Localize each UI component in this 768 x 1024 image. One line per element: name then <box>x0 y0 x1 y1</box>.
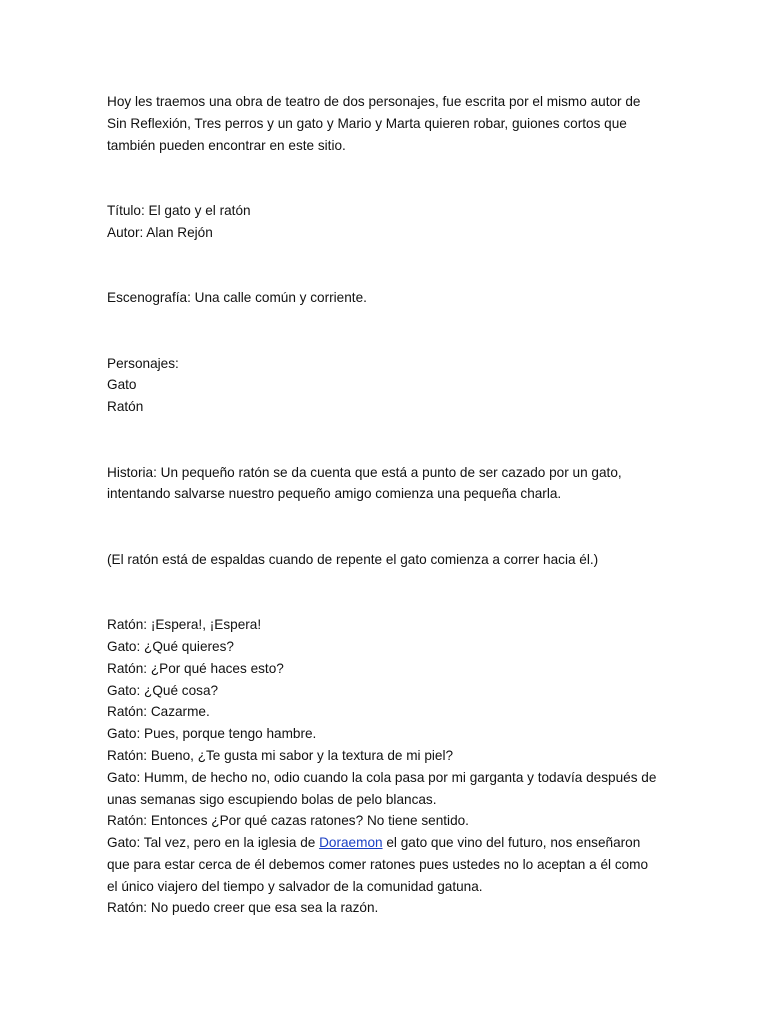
characters-section <box>107 353 667 418</box>
play-metadata <box>107 200 667 244</box>
dialogue-line: que para estar cerca de él debemos comer ratones pues ustedes no lo aceptan a él como <box>107 856 649 872</box>
dialogue-line: Ratón: ¡Espera!, ¡Espera! <box>107 617 262 633</box>
dialogue-line: Ratón: Bueno, ¿Te gusta mi sabor y la textura de mi piel? <box>107 747 454 763</box>
story-paragraph <box>107 462 667 506</box>
intro-line: Hoy les traemos una obra de teatro de dos personajes, fue escrita por el mismo autor de <box>107 94 641 109</box>
dialogue-line: Ratón: Cazarme. <box>107 704 210 720</box>
scenography-paragraph <box>107 287 667 309</box>
paragraph-gap <box>107 244 667 288</box>
intro-paragraph <box>107 91 667 156</box>
dialogue-line: unas semanas sigo escupiendo bolas de pelo blancas. <box>107 791 437 807</box>
scenography-line: Escenografía: Una calle común y corriente. <box>107 290 367 306</box>
paragraph-gap <box>107 156 667 200</box>
doraemon-link[interactable]: Doraemon <box>319 835 383 851</box>
link-line-after: el gato que vino del futuro, nos enseñaron <box>382 835 641 851</box>
story-line: intentando salvarse nuestro pequeño amigo comienza una pequeña charla. <box>107 486 562 502</box>
stage-direction-paragraph <box>107 549 667 571</box>
dialogue-line: Ratón: Entonces ¿Por qué cazas ratones? No tiene sentido. <box>107 813 469 829</box>
intro-line: también pueden encontrar en este sitio. <box>107 137 346 153</box>
stage-direction: (El ratón está de espaldas cuando de repente el gato comienza a correr hacia él.) <box>107 551 599 567</box>
paragraph-gap <box>107 571 667 615</box>
characters-heading: Personajes: <box>107 355 179 371</box>
paragraph-gap <box>107 309 667 353</box>
play-title: Título: El gato y el ratón <box>107 202 251 218</box>
play-author: Autor: Alan Rejón <box>107 224 213 240</box>
dialogue-section <box>107 614 667 919</box>
link-line-before: Gato: Tal vez, pero en la iglesia de <box>107 835 320 851</box>
dialogue-line: Gato: ¿Qué cosa? <box>107 682 219 698</box>
dialogue-line: Gato: ¿Qué quieres? <box>107 638 234 654</box>
dialogue-line: Ratón: No puedo creer que esa sea la razón. <box>107 900 379 916</box>
document-page <box>107 91 667 919</box>
dialogue-line: Gato: Pues, porque tengo hambre. <box>107 726 317 742</box>
character-item: Ratón <box>107 399 144 415</box>
paragraph-gap <box>107 505 667 549</box>
dialogue-line-with-link <box>107 832 667 854</box>
dialogue-line: el único viajero del tiempo y salvador de la comunidad gatuna. <box>107 878 483 894</box>
story-line: Historia: Un pequeño ratón se da cuenta que está a punto de ser cazado por un gato, <box>107 464 622 480</box>
paragraph-gap <box>107 418 667 462</box>
character-item: Gato <box>107 377 137 393</box>
dialogue-line: Gato: Humm, de hecho no, odio cuando la cola pasa por mi garganta y todavía después de <box>107 769 657 785</box>
dialogue-line: Ratón: ¿Por qué haces esto? <box>107 660 284 676</box>
intro-line: Sin Reflexión, Tres perros y un gato y Mario y Marta quieren robar, guiones cortos que <box>107 115 627 131</box>
